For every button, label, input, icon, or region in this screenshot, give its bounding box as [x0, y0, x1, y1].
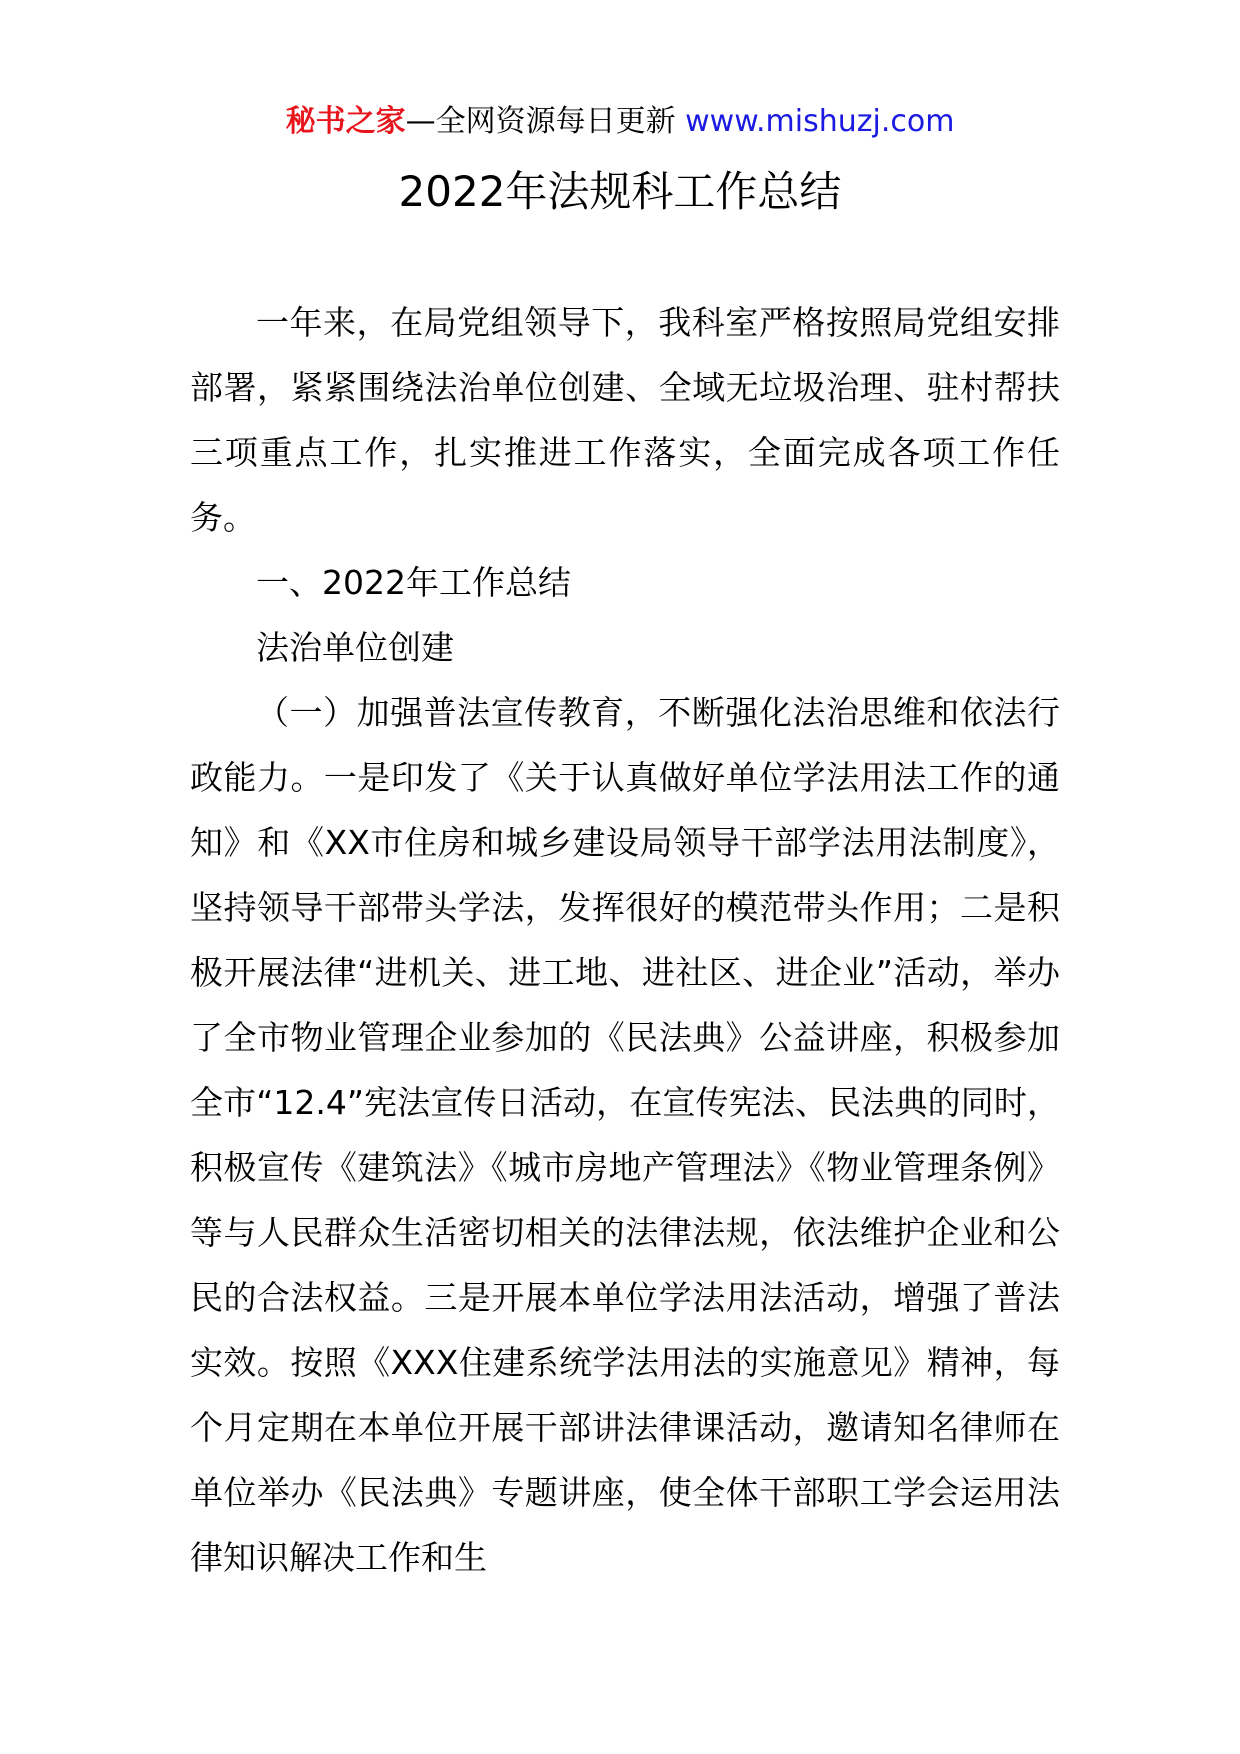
header-slogan: —全网资源每日更新 [405, 104, 676, 139]
document-title: 2022年法规科工作总结 [398, 167, 842, 216]
brand-name: 秘书之家 [285, 104, 406, 139]
body-paragraph: （一）加强普法宣传教育，不断强化法治思维和依法行政能力。一是印发了《关于认真做好单位学法用法工作的通知》和《XX市住房和城乡建设局领导干部学法用法制度》，坚持领导干部带头学法，发挥很好的模范带头作用；二是积极开展法律“进机关、进工地、进社区、进企业”活动，举办了全市物业管理企业参加的《民法典》公益讲座，积极参加全市“12.4”宪法宣传日活动，在宣传宪法、民法典的同时，积极宣传《建筑法》《城市房地产管理法》《物业管理条例》等与人民群众生活密切相关的法律法规，依法维护企业和公民的合法权益。三是开展本单位学法用法活动，增强了普法实效。按照《XXX住建系统学法用法的实施意见》精神，每个月定期在本单位开展干部讲法律课活动，邀请知名律师在单位举办《民法典》专题讲座，使全体干部职工学会运用法律知识解决工作和生 [190, 693, 1060, 1577]
site-header [0, 100, 1240, 144]
subsection-heading: 法治单位创建 [256, 628, 454, 667]
intro-paragraph: 一年来，在局党组领导下，我科室严格按照局党组安排部署，紧紧围绕法治单位创建、全域无垃圾治理、驻村帮扶三项重点工作，扎实推进工作落实，全面完成各项工作任务。 [190, 303, 1060, 537]
section-heading: 一、2022年工作总结 [256, 563, 571, 602]
header-url-link[interactable]: www.mishuzj.com [685, 104, 955, 139]
document-body [190, 290, 1060, 1590]
